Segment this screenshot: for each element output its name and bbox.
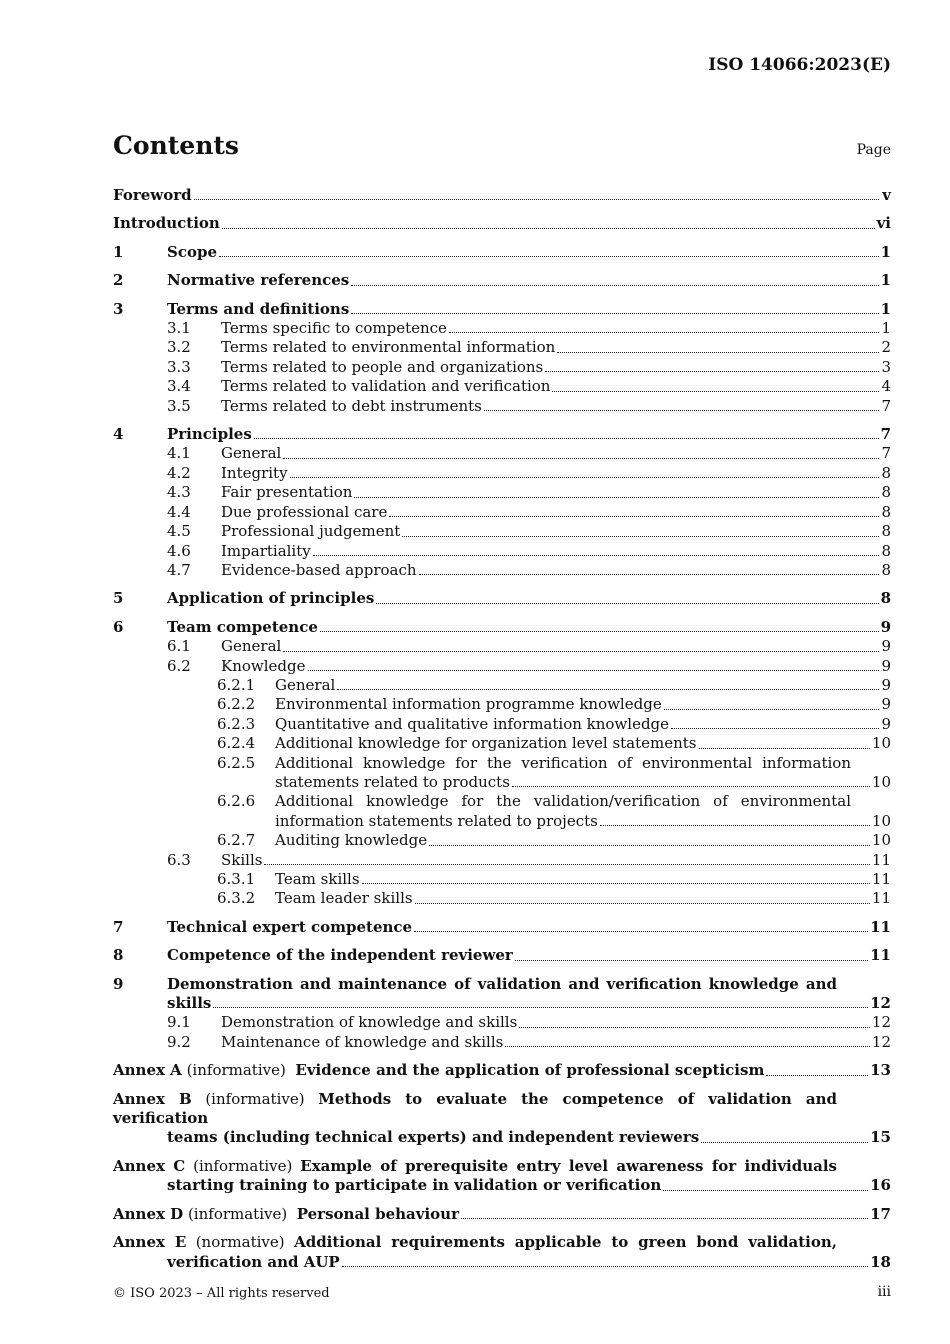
toc-entry-4-1[interactable] — [113, 444, 891, 463]
toc-number: 3 — [113, 299, 124, 318]
leader-dots — [505, 1046, 870, 1047]
toc-title: Competence of the independent reviewer — [167, 946, 513, 965]
toc-entry-6[interactable] — [113, 618, 891, 637]
toc-entry-6-3-1[interactable] — [113, 870, 891, 889]
toc-page: 11 — [871, 870, 891, 888]
toc-title-line: Demonstration and maintenance of validation and verification knowledge and — [167, 974, 837, 993]
toc-entry-9-1[interactable] — [113, 1013, 891, 1032]
toc-title: Maintenance of knowledge and skills — [221, 1032, 504, 1051]
leader-dots — [264, 864, 869, 865]
toc-title: Principles — [167, 425, 252, 444]
toc-entry-9[interactable] — [113, 975, 891, 1014]
toc-entry-4-3[interactable] — [113, 483, 891, 502]
toc-title-line: teams (including technical experts) and independent reviewers — [167, 1128, 700, 1147]
leader-dots — [283, 458, 879, 459]
toc-page: 7 — [880, 425, 891, 444]
leader-dots — [342, 1266, 868, 1267]
toc-number: 9.2 — [167, 1032, 191, 1051]
leader-dots — [449, 332, 879, 333]
toc-entry-introduction[interactable] — [113, 214, 891, 233]
toc-title: Team competence — [167, 617, 318, 636]
leader-dots — [766, 1075, 868, 1076]
leader-dots — [414, 931, 868, 932]
toc-number: 4.1 — [167, 444, 191, 463]
toc-entry-6-2-6[interactable] — [113, 792, 891, 831]
toc-number: 3.3 — [167, 357, 191, 376]
toc-number: 6.2 — [167, 656, 191, 675]
leader-dots — [552, 391, 879, 392]
toc-page: 3 — [881, 357, 891, 376]
toc-title-line: Methods to evaluate the competence of validation and verification — [113, 1089, 837, 1128]
document-id: ISO 14066:2023(E) — [708, 55, 891, 75]
toc-page: 8 — [881, 483, 891, 502]
toc-title: Terms related to validation and verification — [221, 377, 551, 396]
toc-entry-6-2-4[interactable] — [113, 734, 891, 753]
toc-title: Skills — [221, 850, 263, 869]
toc-entry-3-3[interactable] — [113, 358, 891, 377]
toc-number: 6.2.4 — [217, 734, 256, 753]
toc-number: 8 — [113, 946, 124, 965]
toc-title: Impartiality — [221, 541, 311, 560]
toc-title: Normative references — [167, 271, 350, 290]
table-of-contents — [113, 186, 891, 1272]
leader-dots — [351, 313, 878, 314]
leader-dots — [484, 410, 879, 411]
toc-entry-6-2-2[interactable] — [113, 695, 891, 714]
leader-dots — [600, 825, 870, 826]
toc-title: Due professional care — [221, 502, 388, 521]
toc-number: 6.2.1 — [217, 675, 256, 694]
toc-page: 9 — [880, 617, 891, 636]
toc-page: 1 — [880, 242, 891, 261]
toc-number: 7 — [113, 917, 124, 936]
leader-dots — [519, 1027, 870, 1028]
toc-title: General — [275, 675, 336, 694]
toc-entry-6-2[interactable] — [113, 657, 891, 676]
toc-entry-3-4[interactable] — [113, 377, 891, 396]
leader-dots — [557, 352, 879, 353]
page-number: iii — [877, 1284, 891, 1300]
leader-dots — [663, 1190, 868, 1191]
toc-entry-3-1[interactable] — [113, 319, 891, 338]
leader-dots — [389, 516, 879, 517]
toc-number: 6.3 — [167, 850, 191, 869]
annex-type: (informative) — [193, 1156, 293, 1175]
toc-title: Foreword — [113, 186, 192, 204]
leader-dots — [354, 497, 879, 498]
toc-page: 9 — [881, 637, 891, 656]
toc-entry-4-5[interactable] — [113, 522, 891, 541]
toc-number: 5 — [113, 589, 124, 608]
leader-dots — [701, 1142, 868, 1143]
toc-title: Evidence-based approach — [221, 560, 417, 579]
toc-title-line: Additional requirements applicable to green bond validation, — [294, 1233, 837, 1252]
toc-title: Technical expert competence — [167, 917, 413, 936]
toc-page: vi — [876, 214, 891, 233]
toc-page: 15 — [870, 1128, 891, 1147]
toc-number: 6.2.5 — [217, 753, 256, 772]
toc-title: Additional knowledge for organization level statements — [275, 734, 697, 753]
toc-entry-5[interactable] — [113, 589, 891, 608]
toc-page: 7 — [881, 396, 891, 415]
toc-title: Application of principles — [167, 589, 375, 608]
toc-entry-6-2-3[interactable] — [113, 715, 891, 734]
toc-page: 8 — [880, 589, 891, 608]
toc-title: Personal behaviour — [296, 1204, 459, 1223]
page-column-label: Page — [856, 142, 891, 158]
toc-page: 8 — [881, 502, 891, 521]
leader-dots — [699, 748, 870, 749]
toc-number: 2 — [113, 271, 124, 290]
page-title: Contents — [113, 131, 240, 160]
toc-page: 16 — [870, 1176, 891, 1195]
toc-title: Quantitative and qualitative information knowledge — [275, 714, 670, 733]
toc-entry-3-2[interactable] — [113, 338, 891, 357]
toc-entry-6-3[interactable] — [113, 851, 891, 870]
leader-dots — [222, 228, 875, 229]
leader-dots — [461, 1218, 868, 1219]
toc-page: 11 — [871, 850, 891, 869]
toc-entry-6-2-7[interactable] — [113, 831, 891, 850]
toc-number: 6 — [113, 617, 124, 636]
toc-title: Professional judgement — [221, 522, 401, 541]
toc-number: 4.6 — [167, 541, 191, 560]
annex-label: Annex A — [113, 1061, 182, 1080]
annex-type: (informative) — [187, 1204, 288, 1223]
toc-number: 3.5 — [167, 396, 191, 415]
toc-title: Team skills — [275, 870, 360, 888]
toc-page: 4 — [881, 377, 891, 396]
toc-page: 11 — [870, 917, 891, 936]
toc-number: 4.3 — [167, 483, 191, 502]
annex-type: (informative) — [186, 1061, 286, 1080]
annex-label: Annex B — [113, 1089, 192, 1108]
toc-entry-4-4[interactable] — [113, 503, 891, 522]
annex-label: Annex D — [113, 1204, 184, 1223]
toc-page: 1 — [880, 299, 891, 318]
toc-title-line: skills — [167, 994, 212, 1013]
annex-type: (informative) — [205, 1089, 305, 1108]
toc-entry-1[interactable] — [113, 243, 891, 262]
toc-title: Environmental information programme knowledge — [275, 695, 662, 714]
leader-dots — [545, 371, 879, 372]
toc-entry-3[interactable] — [113, 300, 891, 319]
toc-page: 13 — [870, 1061, 891, 1080]
toc-page: 9 — [881, 656, 891, 675]
annex-label: Annex C — [113, 1156, 186, 1175]
toc-entry-6-3-2[interactable] — [113, 889, 891, 908]
toc-page: 11 — [871, 889, 891, 908]
toc-title: Knowledge — [221, 656, 306, 675]
toc-title: Scope — [167, 242, 218, 261]
leader-dots — [213, 1007, 868, 1008]
toc-entry-6-2-5[interactable] — [113, 754, 891, 793]
toc-entry-annex-c[interactable] — [113, 1157, 891, 1196]
toc-number: 6.1 — [167, 637, 191, 656]
toc-page: 1 — [881, 319, 891, 338]
toc-entry-annex-a[interactable] — [113, 1061, 891, 1080]
toc-page: 8 — [881, 522, 891, 541]
toc-entry-4-7[interactable] — [113, 561, 891, 580]
leader-dots — [515, 960, 868, 961]
toc-number: 6.2.7 — [217, 831, 256, 850]
toc-title-line: information statements related to projects — [275, 811, 598, 830]
toc-page: 10 — [871, 811, 891, 830]
toc-number: 3.1 — [167, 319, 191, 338]
toc-title: Terms and definitions — [167, 299, 350, 318]
toc-entry-4[interactable] — [113, 425, 891, 444]
toc-entry-7[interactable] — [113, 918, 891, 937]
toc-page: 9 — [881, 675, 891, 694]
toc-number: 9.1 — [167, 1013, 191, 1032]
toc-entry-8[interactable] — [113, 946, 891, 965]
leader-dots — [337, 689, 879, 690]
toc-title: General — [221, 444, 282, 463]
toc-title: Terms specific to competence — [221, 319, 447, 338]
leader-dots — [320, 631, 879, 632]
leader-dots — [376, 603, 878, 604]
toc-page: 10 — [871, 831, 891, 850]
toc-title: Fair presentation — [221, 483, 353, 502]
toc-title: Team leader skills — [275, 889, 413, 908]
toc-page: 17 — [870, 1204, 891, 1223]
toc-page: 12 — [870, 994, 891, 1013]
toc-number: 1 — [113, 242, 124, 261]
toc-number: 3.4 — [167, 377, 191, 396]
toc-page: 8 — [881, 560, 891, 579]
leader-dots — [419, 574, 879, 575]
leader-dots — [254, 438, 879, 439]
toc-title: Demonstration of knowledge and skills — [221, 1013, 518, 1032]
toc-title: Integrity — [221, 463, 288, 482]
toc-page: 7 — [881, 444, 891, 463]
leader-dots — [415, 903, 870, 904]
annex-label: Annex E — [113, 1233, 187, 1252]
toc-number: 6.2.2 — [217, 695, 256, 714]
leader-dots — [194, 199, 879, 200]
toc-title: Evidence and the application of professional scepticism — [295, 1061, 765, 1080]
toc-title-line: starting training to participate in validation or verification — [167, 1176, 662, 1195]
toc-page: 11 — [870, 946, 891, 965]
toc-page: 10 — [871, 734, 891, 753]
toc-number: 3.2 — [167, 338, 191, 357]
toc-title-line: statements related to products — [275, 772, 510, 791]
toc-number: 9 — [113, 974, 124, 993]
leader-dots — [664, 709, 879, 710]
toc-entry-6-2-1[interactable] — [113, 676, 891, 695]
leader-dots — [512, 786, 870, 787]
leader-dots — [429, 845, 870, 846]
toc-title: Terms related to people and organizations — [221, 357, 544, 376]
toc-number: 4.2 — [167, 463, 191, 482]
toc-number: 6.2.6 — [217, 792, 256, 811]
toc-entry-4-6[interactable] — [113, 542, 891, 561]
annex-type: (normative) — [195, 1233, 285, 1252]
toc-entry-4-2[interactable] — [113, 464, 891, 483]
toc-title-line: Example of prerequisite entry level awareness for individuals — [300, 1156, 837, 1175]
toc-page: 8 — [881, 463, 891, 482]
toc-entry-annex-b[interactable] — [113, 1090, 891, 1148]
leader-dots — [671, 728, 879, 729]
toc-entry-foreword[interactable] — [113, 186, 891, 205]
toc-page: 12 — [871, 1013, 891, 1032]
toc-number: 4.7 — [167, 560, 191, 579]
toc-number: 4 — [113, 425, 124, 444]
leader-dots — [283, 651, 879, 652]
leader-dots — [290, 477, 879, 478]
toc-number: 6.3.2 — [217, 889, 256, 908]
leader-dots — [362, 883, 870, 884]
leader-dots — [402, 536, 879, 537]
toc-entry-annex-e[interactable] — [113, 1233, 891, 1272]
toc-entry-2[interactable] — [113, 271, 891, 290]
toc-number: 4.4 — [167, 502, 191, 521]
toc-title: General — [221, 637, 282, 656]
toc-title: Terms related to environmental information — [221, 338, 556, 357]
toc-number: 4.5 — [167, 522, 191, 541]
copyright-notice: © ISO 2023 – All rights reserved — [113, 1286, 330, 1301]
toc-entry-3-5[interactable] — [113, 397, 891, 416]
toc-title-line: Additional knowledge for the validation/verification of environmental — [275, 792, 851, 811]
toc-title-line: verification and AUP — [167, 1252, 340, 1271]
toc-title: Auditing knowledge — [275, 831, 428, 850]
toc-entry-6-1[interactable] — [113, 637, 891, 656]
toc-title: Terms related to debt instruments — [221, 396, 482, 415]
leader-dots — [313, 555, 879, 556]
toc-page: 9 — [881, 695, 891, 714]
toc-page: 18 — [870, 1252, 891, 1271]
toc-page: 1 — [880, 271, 891, 290]
leader-dots — [219, 256, 879, 257]
toc-page: 8 — [881, 541, 891, 560]
toc-number: 6.3.1 — [217, 870, 256, 888]
toc-page: v — [882, 186, 891, 204]
toc-page: 9 — [881, 714, 891, 733]
toc-page: 2 — [881, 338, 891, 357]
toc-number: 6.2.3 — [217, 714, 256, 733]
toc-title-line: Additional knowledge for the verification of environmental information — [275, 753, 851, 772]
toc-entry-9-2[interactable] — [113, 1033, 891, 1052]
leader-dots — [351, 285, 878, 286]
toc-page: 10 — [871, 772, 891, 791]
leader-dots — [308, 670, 880, 671]
toc-page: 12 — [871, 1032, 891, 1051]
toc-entry-annex-d[interactable] — [113, 1205, 891, 1224]
toc-title: Introduction — [113, 214, 220, 233]
